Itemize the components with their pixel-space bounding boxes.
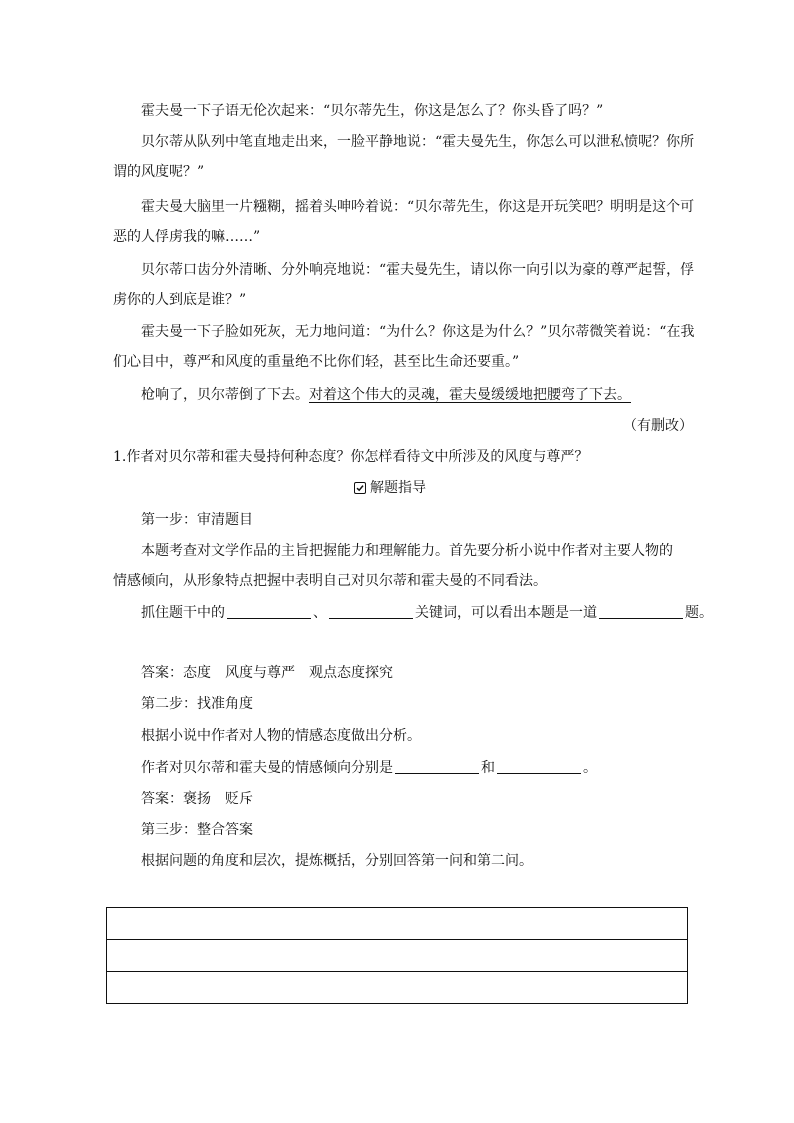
answer-blank[interactable] bbox=[599, 604, 683, 619]
step-text: 根据问题的角度和层次，提炼概括，分别回答第一问和第二问。 bbox=[141, 853, 533, 869]
answer-row bbox=[107, 908, 688, 940]
guide-title-text: 解题指导 bbox=[370, 480, 426, 496]
edit-note: （有删改） bbox=[623, 418, 693, 434]
fill-text: 关键词，可以看出本题是一道 bbox=[415, 605, 597, 621]
passage-paragraph-cont: 谓的风度呢？” bbox=[113, 164, 205, 180]
answer-cell[interactable] bbox=[107, 908, 688, 940]
step-title: 第一步：审清题目 bbox=[141, 512, 253, 528]
guide-title bbox=[354, 478, 426, 498]
underlined-sentence: 对着这个伟大的灵魂，霍夫曼缓缓地把腰弯了下去。 bbox=[309, 387, 631, 403]
answer-cell[interactable] bbox=[107, 940, 688, 972]
fill-text: 抓住题干中的 bbox=[141, 605, 225, 621]
answer-table bbox=[106, 907, 688, 1004]
step-title: 第二步：找准角度 bbox=[141, 696, 253, 712]
fill-text: 。 bbox=[583, 760, 597, 776]
passage-paragraph: 霍夫曼大脑里一片糨糊，摇着头呻吟着说：“贝尔蒂先生，你这是开玩笑吧？明明是这个可 bbox=[141, 199, 695, 215]
answer-text: 答案：态度 风度与尊严 观点态度探究 bbox=[141, 665, 393, 681]
answer-blank[interactable] bbox=[395, 759, 479, 774]
passage-paragraph: 霍夫曼一下子脸如死灰，无力地问道：“为什么？你这是为什么？”贝尔蒂微笑着说：“在我 bbox=[141, 324, 695, 340]
answer-blank[interactable] bbox=[497, 759, 581, 774]
fill-in-line bbox=[141, 758, 597, 778]
check-box-icon bbox=[354, 482, 366, 494]
step-title: 第三步：整合答案 bbox=[141, 822, 253, 838]
answer-row bbox=[107, 940, 688, 972]
step-text: 根据小说中作者对人物的情感态度做出分析。 bbox=[141, 728, 421, 744]
fill-text: 和 bbox=[481, 760, 495, 776]
fill-text: 、 bbox=[313, 605, 327, 621]
answer-row bbox=[107, 972, 688, 1004]
answer-cell[interactable] bbox=[107, 972, 688, 1004]
passage-paragraph: 霍夫曼一下子语无伦次起来：“贝尔蒂先生，你这是怎么了？你头昏了吗？” bbox=[141, 103, 604, 119]
passage-paragraph-cont: 们心目中，尊严和风度的重量绝不比你们轻，甚至比生命还要重。” bbox=[113, 354, 520, 370]
passage-text: 枪响了，贝尔蒂倒了下去。 bbox=[141, 387, 309, 403]
fill-text: 作者对贝尔蒂和霍夫曼的情感倾向分别是 bbox=[141, 760, 393, 776]
fill-in-line bbox=[141, 603, 713, 623]
answer-blank[interactable] bbox=[329, 604, 413, 619]
answer-blank[interactable] bbox=[227, 604, 311, 619]
step-text: 本题考查对文学作品的主旨把握能力和理解能力。首先要分析小说中作者对主要人物的 bbox=[141, 543, 673, 559]
passage-paragraph-cont: 虏你的人到底是谁？” bbox=[113, 292, 247, 308]
passage-paragraph: 贝尔蒂从队列中笔直地走出来，一脸平静地说：“霍夫曼先生，你怎么可以泄私愤呢？你所 bbox=[141, 134, 695, 150]
passage-paragraph bbox=[141, 385, 631, 405]
fill-text: 题。 bbox=[685, 605, 713, 621]
passage-paragraph: 贝尔蒂口齿分外清晰、分外响亮地说：“霍夫曼先生，请以你一向引以为豪的尊严起誓，俘 bbox=[141, 262, 695, 278]
passage-paragraph-cont: 恶的人俘虏我的嘛……” bbox=[113, 229, 261, 245]
answer-text: 答案：褒扬 贬斥 bbox=[141, 791, 253, 807]
question-text: 1.作者对贝尔蒂和霍夫曼持何种态度？你怎样看待文中所涉及的风度与尊严？ bbox=[113, 449, 589, 465]
step-text-cont: 情感倾向，从形象特点把握中表明自己对贝尔蒂和霍夫曼的不同看法。 bbox=[113, 573, 547, 589]
